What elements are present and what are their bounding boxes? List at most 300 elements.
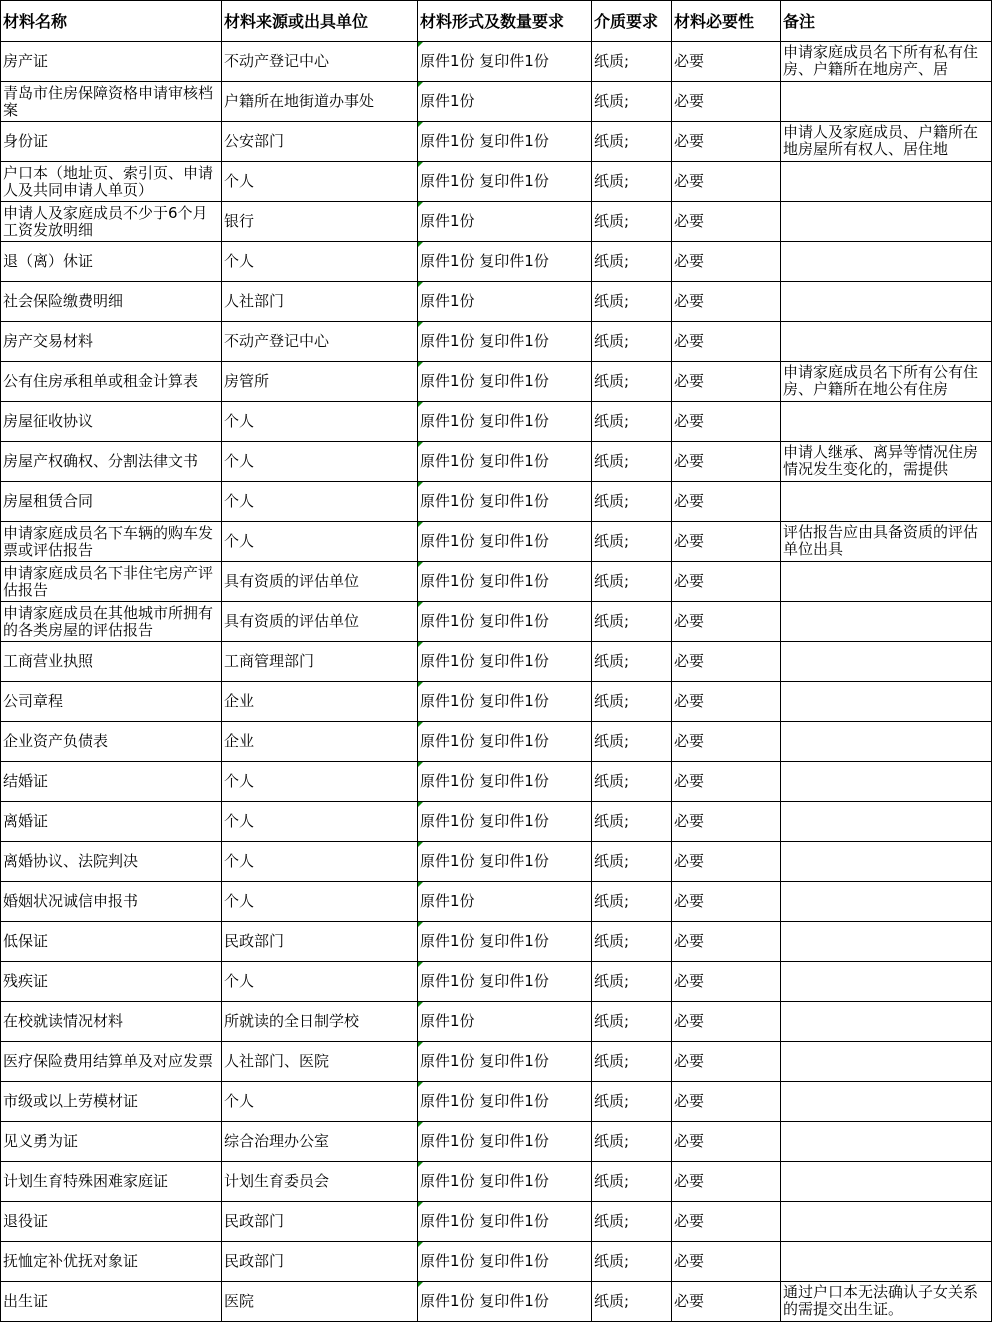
header-form-quantity: 材料形式及数量要求	[418, 1, 592, 42]
cell-material-name	[1, 922, 222, 962]
cell-source-text: 公安部门	[224, 133, 285, 150]
cell-source	[222, 882, 418, 922]
cell-form-quantity-text: 原件1份 复印件1份	[420, 613, 549, 630]
cell-necessity	[672, 882, 781, 922]
cell-form-quantity	[418, 482, 592, 522]
cell-material-name	[1, 1082, 222, 1122]
cell-form-quantity	[418, 1042, 592, 1082]
cell-remark	[781, 1042, 992, 1082]
cell-form-quantity	[418, 882, 592, 922]
cell-necessity	[672, 842, 781, 882]
cell-material-name-text: 计划生育特殊困难家庭证	[3, 1173, 169, 1190]
cell-form-quantity-text: 原件1份 复印件1份	[420, 693, 549, 710]
cell-material-name	[1, 962, 222, 1002]
cell-necessity	[672, 282, 781, 322]
cell-form-quantity-text: 原件1份 复印件1份	[420, 1133, 549, 1150]
cell-necessity	[672, 322, 781, 362]
cell-source	[222, 1242, 418, 1282]
cell-form-quantity	[418, 282, 592, 322]
cell-necessity	[672, 922, 781, 962]
cell-source-text: 个人	[224, 173, 255, 190]
table-row	[1, 522, 992, 562]
cell-source	[222, 802, 418, 842]
cell-necessity-text: 必要	[674, 493, 705, 510]
cell-form-quantity-text: 原件1份 复印件1份	[420, 493, 549, 510]
cell-source	[222, 202, 418, 242]
cell-source-text: 个人	[224, 453, 255, 470]
table-row	[1, 842, 992, 882]
cell-medium	[592, 642, 672, 682]
cell-material-name-text: 见义勇为证	[3, 1133, 79, 1150]
cell-necessity	[672, 722, 781, 762]
cell-medium	[592, 162, 672, 202]
cell-remark	[781, 602, 992, 642]
table-row	[1, 1282, 992, 1322]
cell-remark	[781, 1122, 992, 1162]
cell-form-quantity-text: 原件1份 复印件1份	[420, 533, 549, 550]
cell-necessity	[672, 1282, 781, 1322]
cell-remark	[781, 42, 992, 82]
cell-form-quantity-text: 原件1份 复印件1份	[420, 133, 549, 150]
cell-source-text: 个人	[224, 493, 255, 510]
cell-medium-text: 纸质;	[594, 973, 630, 990]
cell-form-quantity	[418, 962, 592, 1002]
cell-material-name	[1, 402, 222, 442]
cell-source-text: 具有资质的评估单位	[224, 613, 360, 630]
cell-remark	[781, 282, 992, 322]
cell-medium-text: 纸质;	[594, 133, 630, 150]
cell-form-quantity	[418, 122, 592, 162]
cell-form-quantity-text: 原件1份	[420, 93, 475, 110]
cell-medium	[592, 602, 672, 642]
cell-necessity-text: 必要	[674, 533, 705, 550]
cell-form-quantity	[418, 202, 592, 242]
cell-medium	[592, 1162, 672, 1202]
cell-form-quantity-text: 原件1份	[420, 213, 475, 230]
header-medium: 介质要求	[592, 1, 672, 42]
cell-material-name	[1, 122, 222, 162]
cell-medium-text: 纸质;	[594, 613, 630, 630]
cell-form-quantity-text: 原件1份 复印件1份	[420, 573, 549, 590]
cell-medium	[592, 922, 672, 962]
cell-medium-text: 纸质;	[594, 733, 630, 750]
header-remark: 备注	[781, 1, 992, 42]
cell-necessity	[672, 1122, 781, 1162]
cell-form-quantity-text: 原件1份 复印件1份	[420, 253, 549, 270]
cell-source	[222, 1042, 418, 1082]
cell-material-name-text: 退（离）休证	[3, 253, 94, 270]
cell-material-name	[1, 1282, 222, 1322]
table-row	[1, 482, 992, 522]
cell-medium-text: 纸质;	[594, 893, 630, 910]
cell-medium	[592, 202, 672, 242]
cell-form-quantity-text: 原件1份 复印件1份	[420, 933, 549, 950]
cell-necessity	[672, 562, 781, 602]
cell-medium	[592, 1002, 672, 1042]
table-row	[1, 82, 992, 122]
cell-material-name-text: 企业资产负债表	[3, 733, 109, 750]
cell-necessity-text: 必要	[674, 573, 705, 590]
cell-material-name-text: 结婚证	[3, 773, 49, 790]
cell-material-name	[1, 602, 222, 642]
cell-source-text: 银行	[224, 213, 255, 230]
cell-medium	[592, 482, 672, 522]
table-row	[1, 402, 992, 442]
cell-form-quantity	[418, 162, 592, 202]
cell-material-name-text: 房产证	[3, 53, 49, 70]
cell-material-name	[1, 842, 222, 882]
cell-source	[222, 162, 418, 202]
cell-medium-text: 纸质;	[594, 1213, 630, 1230]
cell-remark	[781, 242, 992, 282]
cell-form-quantity-text: 原件1份 复印件1份	[420, 1293, 549, 1310]
cell-source-text: 民政部门	[224, 933, 285, 950]
cell-source-text: 医院	[224, 1293, 255, 1310]
header-material-name: 材料名称	[1, 1, 222, 42]
cell-source-text: 计划生育委员会	[224, 1173, 330, 1190]
cell-form-quantity	[418, 242, 592, 282]
cell-source-text: 个人	[224, 773, 255, 790]
cell-form-quantity	[418, 442, 592, 482]
table-row	[1, 962, 992, 1002]
cell-material-name-text: 医疗保险费用结算单及对应发票	[3, 1053, 214, 1070]
cell-necessity-text: 必要	[674, 293, 705, 310]
cell-source	[222, 1282, 418, 1322]
table-row	[1, 1242, 992, 1282]
cell-form-quantity-text: 原件1份 复印件1份	[420, 1173, 549, 1190]
cell-source	[222, 362, 418, 402]
cell-necessity-text: 必要	[674, 453, 705, 470]
cell-medium-text: 纸质;	[594, 373, 630, 390]
cell-medium	[592, 562, 672, 602]
table-row	[1, 42, 992, 82]
cell-remark-text: 申请家庭成员名下所有公有住房、户籍所在地公有住房	[783, 364, 979, 398]
cell-medium	[592, 1042, 672, 1082]
cell-form-quantity-text: 原件1份 复印件1份	[420, 53, 549, 70]
table-row	[1, 442, 992, 482]
cell-necessity-text: 必要	[674, 1133, 705, 1150]
table-row	[1, 642, 992, 682]
cell-necessity-text: 必要	[674, 133, 705, 150]
cell-source-text: 企业	[224, 733, 255, 750]
cell-source-text: 不动产登记中心	[224, 333, 330, 350]
cell-source-text: 人社部门	[224, 293, 285, 310]
cell-material-name-text: 户口本（地址页、索引页、申请人及共同申请人单页）	[3, 164, 214, 199]
cell-necessity-text: 必要	[674, 213, 705, 230]
cell-material-name	[1, 282, 222, 322]
cell-form-quantity	[418, 322, 592, 362]
table-row	[1, 562, 992, 602]
cell-form-quantity-text: 原件1份 复印件1份	[420, 653, 549, 670]
cell-source-text: 房管所	[224, 373, 270, 390]
cell-medium	[592, 442, 672, 482]
cell-medium-text: 纸质;	[594, 1173, 630, 1190]
cell-medium-text: 纸质;	[594, 1013, 630, 1030]
cell-medium	[592, 522, 672, 562]
cell-source	[222, 1082, 418, 1122]
cell-form-quantity-text: 原件1份 复印件1份	[420, 733, 549, 750]
cell-medium-text: 纸质;	[594, 453, 630, 470]
cell-form-quantity-text: 原件1份 复印件1份	[420, 853, 549, 870]
table-row	[1, 762, 992, 802]
cell-necessity	[672, 1002, 781, 1042]
cell-material-name-text: 公司章程	[3, 693, 64, 710]
cell-necessity-text: 必要	[674, 773, 705, 790]
cell-form-quantity-text: 原件1份	[420, 1013, 475, 1030]
cell-form-quantity-text: 原件1份	[420, 893, 475, 910]
cell-medium-text: 纸质;	[594, 1133, 630, 1150]
cell-form-quantity-text: 原件1份 复印件1份	[420, 813, 549, 830]
header-source: 材料来源或出具单位	[222, 1, 418, 42]
cell-necessity-text: 必要	[674, 333, 705, 350]
cell-remark	[781, 1242, 992, 1282]
cell-medium-text: 纸质;	[594, 333, 630, 350]
cell-material-name-text: 房屋租赁合同	[3, 493, 94, 510]
cell-necessity	[672, 402, 781, 442]
cell-material-name-text: 离婚证	[3, 813, 49, 830]
cell-material-name-text: 退役证	[3, 1213, 49, 1230]
cell-necessity	[672, 602, 781, 642]
cell-source	[222, 122, 418, 162]
cell-medium	[592, 1202, 672, 1242]
cell-source-text: 户籍所在地街道办事处	[224, 93, 375, 110]
cell-medium-text: 纸质;	[594, 773, 630, 790]
cell-material-name	[1, 1202, 222, 1242]
cell-form-quantity-text: 原件1份 复印件1份	[420, 1253, 549, 1270]
cell-remark	[781, 842, 992, 882]
table-row	[1, 122, 992, 162]
cell-material-name-text: 工商营业执照	[3, 653, 94, 670]
table-row	[1, 1122, 992, 1162]
cell-medium-text: 纸质;	[594, 213, 630, 230]
cell-form-quantity	[418, 802, 592, 842]
cell-remark	[781, 1282, 992, 1322]
table-row	[1, 922, 992, 962]
cell-medium-text: 纸质;	[594, 533, 630, 550]
cell-necessity	[672, 442, 781, 482]
cell-form-quantity-text: 原件1份	[420, 293, 475, 310]
cell-remark-text: 评估报告应由具备资质的评估单位出具	[783, 524, 979, 558]
cell-material-name	[1, 1122, 222, 1162]
cell-remark	[781, 802, 992, 842]
cell-material-name-text: 身份证	[3, 133, 49, 150]
cell-source-text: 企业	[224, 693, 255, 710]
cell-material-name	[1, 82, 222, 122]
cell-necessity-text: 必要	[674, 733, 705, 750]
cell-source-text: 不动产登记中心	[224, 53, 330, 70]
cell-medium	[592, 682, 672, 722]
cell-medium-text: 纸质;	[594, 853, 630, 870]
cell-remark	[781, 882, 992, 922]
cell-material-name-text: 申请人及家庭成员不少于6个月工资发放明细	[3, 204, 208, 239]
cell-material-name	[1, 882, 222, 922]
cell-source-text: 工商管理部门	[224, 653, 315, 670]
table-row	[1, 682, 992, 722]
header-necessity: 材料必要性	[672, 1, 781, 42]
cell-source	[222, 282, 418, 322]
cell-material-name	[1, 362, 222, 402]
cell-form-quantity-text: 原件1份 复印件1份	[420, 333, 549, 350]
cell-medium-text: 纸质;	[594, 173, 630, 190]
cell-material-name	[1, 642, 222, 682]
cell-medium-text: 纸质;	[594, 573, 630, 590]
cell-medium-text: 纸质;	[594, 293, 630, 310]
table-row	[1, 722, 992, 762]
cell-material-name	[1, 322, 222, 362]
cell-medium	[592, 1082, 672, 1122]
cell-source	[222, 922, 418, 962]
cell-form-quantity-text: 原件1份 复印件1份	[420, 1213, 549, 1230]
table-row	[1, 1162, 992, 1202]
cell-remark	[781, 522, 992, 562]
cell-material-name-text: 公有住房承租单或租金计算表	[3, 373, 199, 390]
cell-form-quantity	[418, 562, 592, 602]
cell-material-name	[1, 802, 222, 842]
cell-source	[222, 722, 418, 762]
cell-necessity	[672, 962, 781, 1002]
cell-source	[222, 82, 418, 122]
cell-medium	[592, 1242, 672, 1282]
cell-source	[222, 1002, 418, 1042]
cell-necessity	[672, 1162, 781, 1202]
cell-material-name-text: 出生证	[3, 1293, 49, 1310]
cell-material-name-text: 申请家庭成员名下非住宅房产评估报告	[3, 564, 214, 599]
cell-necessity	[672, 802, 781, 842]
cell-material-name	[1, 562, 222, 602]
cell-form-quantity	[418, 922, 592, 962]
cell-form-quantity-text: 原件1份 复印件1份	[420, 373, 549, 390]
cell-material-name-text: 社会保险缴费明细	[3, 293, 124, 310]
cell-medium-text: 纸质;	[594, 1253, 630, 1270]
cell-material-name-text: 青岛市住房保障资格申请审核档案	[3, 84, 214, 119]
cell-remark	[781, 762, 992, 802]
cell-necessity	[672, 362, 781, 402]
cell-material-name	[1, 1042, 222, 1082]
cell-necessity-text: 必要	[674, 1213, 705, 1230]
cell-form-quantity	[418, 602, 592, 642]
cell-medium	[592, 402, 672, 442]
cell-form-quantity	[418, 722, 592, 762]
cell-medium-text: 纸质;	[594, 493, 630, 510]
table-row	[1, 882, 992, 922]
cell-medium	[592, 322, 672, 362]
cell-medium	[592, 1282, 672, 1322]
cell-material-name-text: 房屋产权确权、分割法律文书	[3, 453, 199, 470]
cell-form-quantity	[418, 762, 592, 802]
cell-form-quantity	[418, 642, 592, 682]
cell-remark	[781, 1202, 992, 1242]
cell-material-name-text: 申请家庭成员在其他城市所拥有的各类房屋的评估报告	[3, 604, 214, 639]
cell-source	[222, 842, 418, 882]
cell-form-quantity	[418, 1242, 592, 1282]
cell-necessity	[672, 682, 781, 722]
cell-necessity	[672, 762, 781, 802]
cell-remark	[781, 482, 992, 522]
cell-remark	[781, 202, 992, 242]
table-row	[1, 322, 992, 362]
cell-necessity	[672, 242, 781, 282]
cell-remark	[781, 642, 992, 682]
cell-necessity-text: 必要	[674, 173, 705, 190]
cell-material-name-text: 抚恤定补优抚对象证	[3, 1253, 139, 1270]
cell-source-text: 民政部门	[224, 1213, 285, 1230]
cell-form-quantity	[418, 682, 592, 722]
cell-remark	[781, 562, 992, 602]
cell-material-name-text: 申请家庭成员名下车辆的购车发票或评估报告	[3, 524, 214, 559]
table-row	[1, 242, 992, 282]
cell-material-name-text: 残疾证	[3, 973, 49, 990]
cell-necessity-text: 必要	[674, 1253, 705, 1270]
cell-necessity-text: 必要	[674, 413, 705, 430]
table-row	[1, 1042, 992, 1082]
cell-necessity-text: 必要	[674, 93, 705, 110]
cell-source	[222, 762, 418, 802]
cell-necessity-text: 必要	[674, 613, 705, 630]
cell-necessity	[672, 1242, 781, 1282]
cell-form-quantity	[418, 522, 592, 562]
cell-necessity-text: 必要	[674, 893, 705, 910]
cell-medium	[592, 282, 672, 322]
cell-medium-text: 纸质;	[594, 1093, 630, 1110]
cell-remark	[781, 122, 992, 162]
cell-source	[222, 322, 418, 362]
cell-form-quantity	[418, 1282, 592, 1322]
cell-necessity	[672, 1042, 781, 1082]
cell-necessity-text: 必要	[674, 933, 705, 950]
cell-material-name	[1, 722, 222, 762]
cell-material-name	[1, 162, 222, 202]
cell-necessity	[672, 122, 781, 162]
cell-source-text: 个人	[224, 1093, 255, 1110]
cell-medium-text: 纸质;	[594, 53, 630, 70]
cell-necessity-text: 必要	[674, 693, 705, 710]
cell-medium	[592, 722, 672, 762]
cell-material-name	[1, 762, 222, 802]
cell-material-name-text: 低保证	[3, 933, 49, 950]
cell-material-name-text: 婚姻状况诚信申报书	[3, 893, 139, 910]
cell-form-quantity-text: 原件1份 复印件1份	[420, 453, 549, 470]
cell-medium	[592, 362, 672, 402]
cell-form-quantity-text: 原件1份 复印件1份	[420, 773, 549, 790]
cell-source-text: 综合治理办公室	[224, 1133, 330, 1150]
cell-necessity-text: 必要	[674, 1093, 705, 1110]
cell-form-quantity	[418, 362, 592, 402]
cell-form-quantity	[418, 1162, 592, 1202]
cell-necessity	[672, 522, 781, 562]
cell-medium-text: 纸质;	[594, 93, 630, 110]
cell-remark-text: 通过户口本无法确认子女关系的需提交出生证。	[783, 1284, 979, 1318]
cell-form-quantity	[418, 42, 592, 82]
cell-remark-text: 申请人及家庭成员、户籍所在地房屋所有权人、居住地	[783, 124, 979, 158]
cell-necessity	[672, 1202, 781, 1242]
cell-necessity-text: 必要	[674, 1053, 705, 1070]
cell-source	[222, 242, 418, 282]
cell-necessity	[672, 42, 781, 82]
cell-necessity-text: 必要	[674, 1173, 705, 1190]
cell-necessity	[672, 82, 781, 122]
cell-necessity-text: 必要	[674, 813, 705, 830]
cell-form-quantity	[418, 1082, 592, 1122]
table-row	[1, 1082, 992, 1122]
table-row	[1, 162, 992, 202]
cell-necessity-text: 必要	[674, 1013, 705, 1030]
cell-form-quantity	[418, 1202, 592, 1242]
cell-form-quantity	[418, 82, 592, 122]
cell-material-name-text: 市级或以上劳模材证	[3, 1093, 139, 1110]
cell-source-text: 个人	[224, 413, 255, 430]
cell-source	[222, 642, 418, 682]
cell-remark	[781, 722, 992, 762]
